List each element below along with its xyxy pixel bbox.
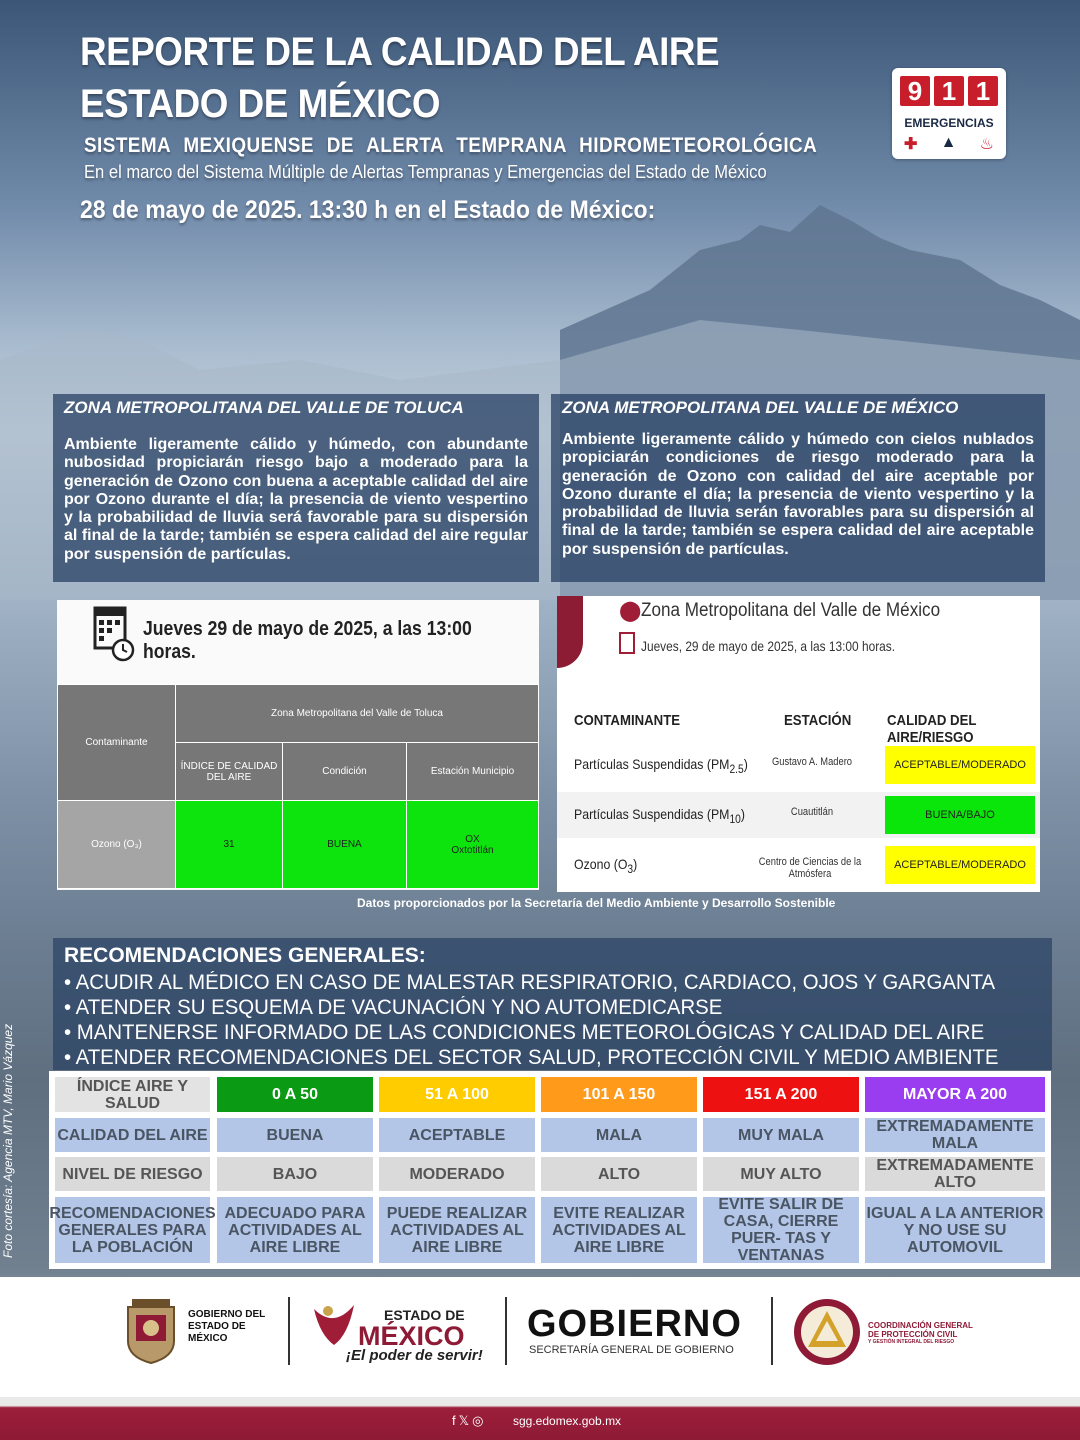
calidad-buena: BUENA — [217, 1118, 373, 1152]
fire-icon: ♨ — [979, 136, 994, 153]
report-title: REPORTE DE LA CALIDAD DEL AIRE — [80, 30, 720, 74]
reco-mayor-200: IGUAL A LA ANTERIOR Y NO USE SU AUTOMOVIL — [865, 1197, 1045, 1263]
footer-logos — [0, 1277, 1080, 1397]
divider — [505, 1297, 507, 1365]
pc-line2: DE PROTECCIÓN CIVIL — [868, 1330, 958, 1339]
digit: 9 — [900, 76, 930, 106]
cell-condicion: BUENA — [283, 801, 407, 889]
range-151-200: 151 A 200 — [703, 1077, 859, 1112]
state-coat-of-arms-icon — [122, 1297, 180, 1365]
toluca-air-table — [57, 600, 539, 890]
divider — [288, 1297, 290, 1365]
calidad-aceptable: ACEPTABLE — [379, 1118, 535, 1152]
report-datetime: 28 de mayo de 2025. 13:30 h en el Estado de México: — [80, 196, 656, 224]
table-date: Jueves 29 de mayo de 2025, a las 13:00 horas. — [143, 618, 472, 663]
list-item: • ATENDER SU ESQUEMA DE VACUNACIÓN Y NO AUTOMEDICARSE — [64, 996, 723, 1019]
cell-indice: 31 — [176, 801, 283, 889]
riesgo-muy-alto: MUY ALTO — [703, 1157, 859, 1191]
facebook-icon[interactable]: f — [452, 1413, 459, 1428]
calendar-icon — [619, 632, 635, 654]
row-calidad: ACEPTABLE/MODERADO — [885, 846, 1035, 884]
table-date: Jueves, 29 de mayo de 2025, a las 13:00 horas. — [641, 638, 896, 654]
pc-line3: Y GESTIÓN INTEGRAL DEL RIESGO — [868, 1339, 955, 1345]
table-header — [57, 600, 539, 684]
divider — [771, 1297, 773, 1365]
row-contaminante: Partículas Suspendidas $(PM_{2.5})$ — [574, 756, 748, 776]
row-calidad: BUENA/BAJO — [885, 796, 1035, 834]
toluca-table — [57, 684, 539, 889]
estado-slogan: ¡El poder de servir! — [346, 1347, 483, 1364]
calendar-clock-icon — [93, 602, 135, 662]
zone-name: Zona Metropolitana del Valle de México — [641, 600, 941, 621]
riesgo-moderado: MODERADO — [379, 1157, 535, 1191]
gobierno-sub: SECRETARÍA GENERAL DE GOBIERNO — [529, 1344, 734, 1356]
zone-text: Ambiente ligeramente cálido y húmedo, con abundante nubosidad propiciarán riesgo bajo a moderado para la generación de Ozono con buena a aceptable calidad del aire por Ozono durante el día; la presencia de viento vespertino y la probabilidad de lluvia será favorable para su dispersión al final de la tarde; también se espera calidad del aire regular por suspensión de partículas. — [64, 436, 528, 563]
row-estacion: Centro de Ciencias de la Atmósfera — [758, 856, 862, 880]
social-icons — [452, 1413, 486, 1429]
zone-mexico-box — [551, 394, 1045, 582]
row-contaminante: Partículas Suspendidas $(PM_{10})$ — [574, 806, 745, 826]
range-mayor-200: MAYOR A 200 — [865, 1077, 1045, 1112]
medical-cross-icon: ✚ — [904, 136, 918, 153]
report-state: ESTADO DE MÉXICO — [80, 82, 440, 126]
gov-label: GOBIERNO DEL ESTADO DE MÉXICO — [188, 1309, 266, 1344]
riesgo-alto: ALTO — [541, 1157, 697, 1191]
digit: 1 — [968, 76, 998, 106]
reco-0-50: ADECUADO PARA ACTIVIDADES AL AIRE LIBRE — [217, 1197, 373, 1263]
reco-51-100: PUEDE REALIZAR ACTIVIDADES AL AIRE LIBRE — [379, 1197, 535, 1263]
col-calidad: CALIDAD DEL AIRE/RIESGO — [887, 712, 977, 746]
site-url[interactable]: sgg.edomex.gob.mx — [513, 1414, 622, 1428]
range-51-100: 51 A 100 — [379, 1077, 535, 1112]
recommendations-box — [53, 938, 1052, 1070]
system-subtitle: En el marco del Sistema Múltiple de Alertas Tempranas y Emergencias del Estado de México — [84, 162, 767, 182]
estado-top: ESTADO DE — [384, 1307, 465, 1323]
col-estacion: Estación Municipio — [407, 743, 539, 801]
data-credit: Datos proporcionados por la Secretaría del Medio Ambiente y Desarrollo Sostenible — [357, 896, 836, 910]
scale-label-indice: ÍNDICE AIRE Y SALUD — [55, 1077, 210, 1112]
table-row — [557, 742, 1040, 788]
mexico-air-table — [557, 596, 1040, 892]
col-contaminante: CONTAMINANTE — [574, 712, 681, 729]
pc-line1: COORDINACIÓN GENERAL — [868, 1321, 973, 1330]
location-pin-icon: ⬤ — [619, 600, 642, 622]
scale-label-riesgo: NIVEL DE RIESGO — [55, 1157, 210, 1191]
row-calidad: ACEPTABLE/MODERADO — [885, 746, 1035, 784]
cell-estacion — [407, 801, 539, 889]
range-101-150: 101 A 150 — [541, 1077, 697, 1112]
estacion-municipio: Oxtotitlán — [451, 844, 494, 856]
bottom-bar — [0, 1397, 1080, 1440]
zone-toluca-box — [53, 394, 539, 582]
police-cap-icon: ▲ — [940, 134, 957, 151]
col-indice: ÍNDICE DE CALIDAD DEL AIRE — [176, 743, 283, 801]
range-0-50: 0 A 50 — [217, 1077, 373, 1112]
calidad-mala: MALA — [541, 1118, 697, 1152]
list-item: • ATENDER RECOMENDACIONES DEL SECTOR SALUD, PROTECCIÓN CIVIL Y MEDIO AMBIENTE — [64, 1046, 999, 1069]
col-contaminante: Contaminante — [58, 685, 176, 801]
emergencias-label: EMERGENCIAS — [904, 116, 994, 130]
digit: 1 — [934, 76, 964, 106]
estado-main: MÉXICO — [358, 1321, 465, 1351]
calidad-extrema: EXTREMADAMENTE MALA — [865, 1118, 1045, 1152]
recommendations-title: RECOMENDACIONES GENERALES: — [64, 944, 426, 967]
zone-header: Zona Metropolitana del Valle de Toluca — [176, 685, 539, 743]
zone-title: ZONA METROPOLITANA DEL VALLE DE MÉXICO — [562, 398, 959, 417]
gobierno-title: GOBIERNO — [527, 1303, 742, 1345]
riesgo-bajo: BAJO — [217, 1157, 373, 1191]
list-item: • MANTENERSE INFORMADO DE LAS CONDICIONES METEOROLÓGICAS Y CALIDAD DEL AIRE — [64, 1021, 985, 1044]
list-item: • ACUDIR AL MÉDICO EN CASO DE MALESTAR RESPIRATORIO, CARDIACO, OJOS Y GARGANTA — [64, 971, 996, 994]
photo-credit: Foto cortesía: Agencia MTV, Mario Vázquez — [1, 1023, 15, 1258]
x-icon[interactable]: 𝕏 — [458, 1413, 473, 1428]
cell-contaminante: Ozono (O₃) — [58, 801, 176, 889]
reco-101-150: EVITE REALIZAR ACTIVIDADES AL AIRE LIBRE — [541, 1197, 697, 1263]
scale-label-calidad: CALIDAD DEL AIRE — [55, 1118, 210, 1152]
estado-mexico-flower-icon — [308, 1299, 360, 1349]
riesgo-extremo: EXTREMADAMENTE ALTO — [865, 1157, 1045, 1191]
row-contaminante: Ozono $(O_3)$ — [574, 856, 638, 876]
table-row — [557, 842, 1040, 888]
air-quality-scale — [49, 1071, 1051, 1269]
proteccion-civil-icon — [792, 1297, 862, 1367]
instagram-icon[interactable]: ◎ — [472, 1413, 487, 1428]
row-estacion: Gustavo A. Madero — [771, 756, 853, 768]
col-estacion: ESTACIÓN — [784, 712, 852, 729]
zone-title: ZONA METROPOLITANA DEL VALLE DE TOLUCA — [64, 398, 464, 417]
row-estacion: Cuautitlán — [790, 806, 834, 818]
zone-text: Ambiente ligeramente cálido y húmedo con cielos nublados propiciarán condiciones de riesgo moderado para la generación de Ozono con calidad del aire aceptable por Ozono durante el día; la presencia de viento vespertino y la probabilidad de lluvia serán favorables para su dispersión al final de la tarde; también se espera calidad del aire aceptable por suspensión de partículas. — [562, 431, 1034, 558]
calidad-muy-mala: MUY MALA — [703, 1118, 859, 1152]
col-condicion: Condición — [283, 743, 407, 801]
system-name: SISTEMA MEXIQUENSE DE ALERTA TEMPRANA HIDROMETEOROLÓGICA — [84, 134, 818, 157]
reco-151-200: EVITE SALIR DE CASA, CIERRE PUER- TAS Y VENTANAS — [703, 1197, 859, 1263]
table-row — [557, 792, 1040, 838]
scale-label-reco: RECOMENDACIONES GENERALES PARA LA POBLACIÓN — [55, 1197, 210, 1263]
estacion-code: OX — [465, 833, 480, 845]
logo-911 — [892, 68, 1006, 159]
